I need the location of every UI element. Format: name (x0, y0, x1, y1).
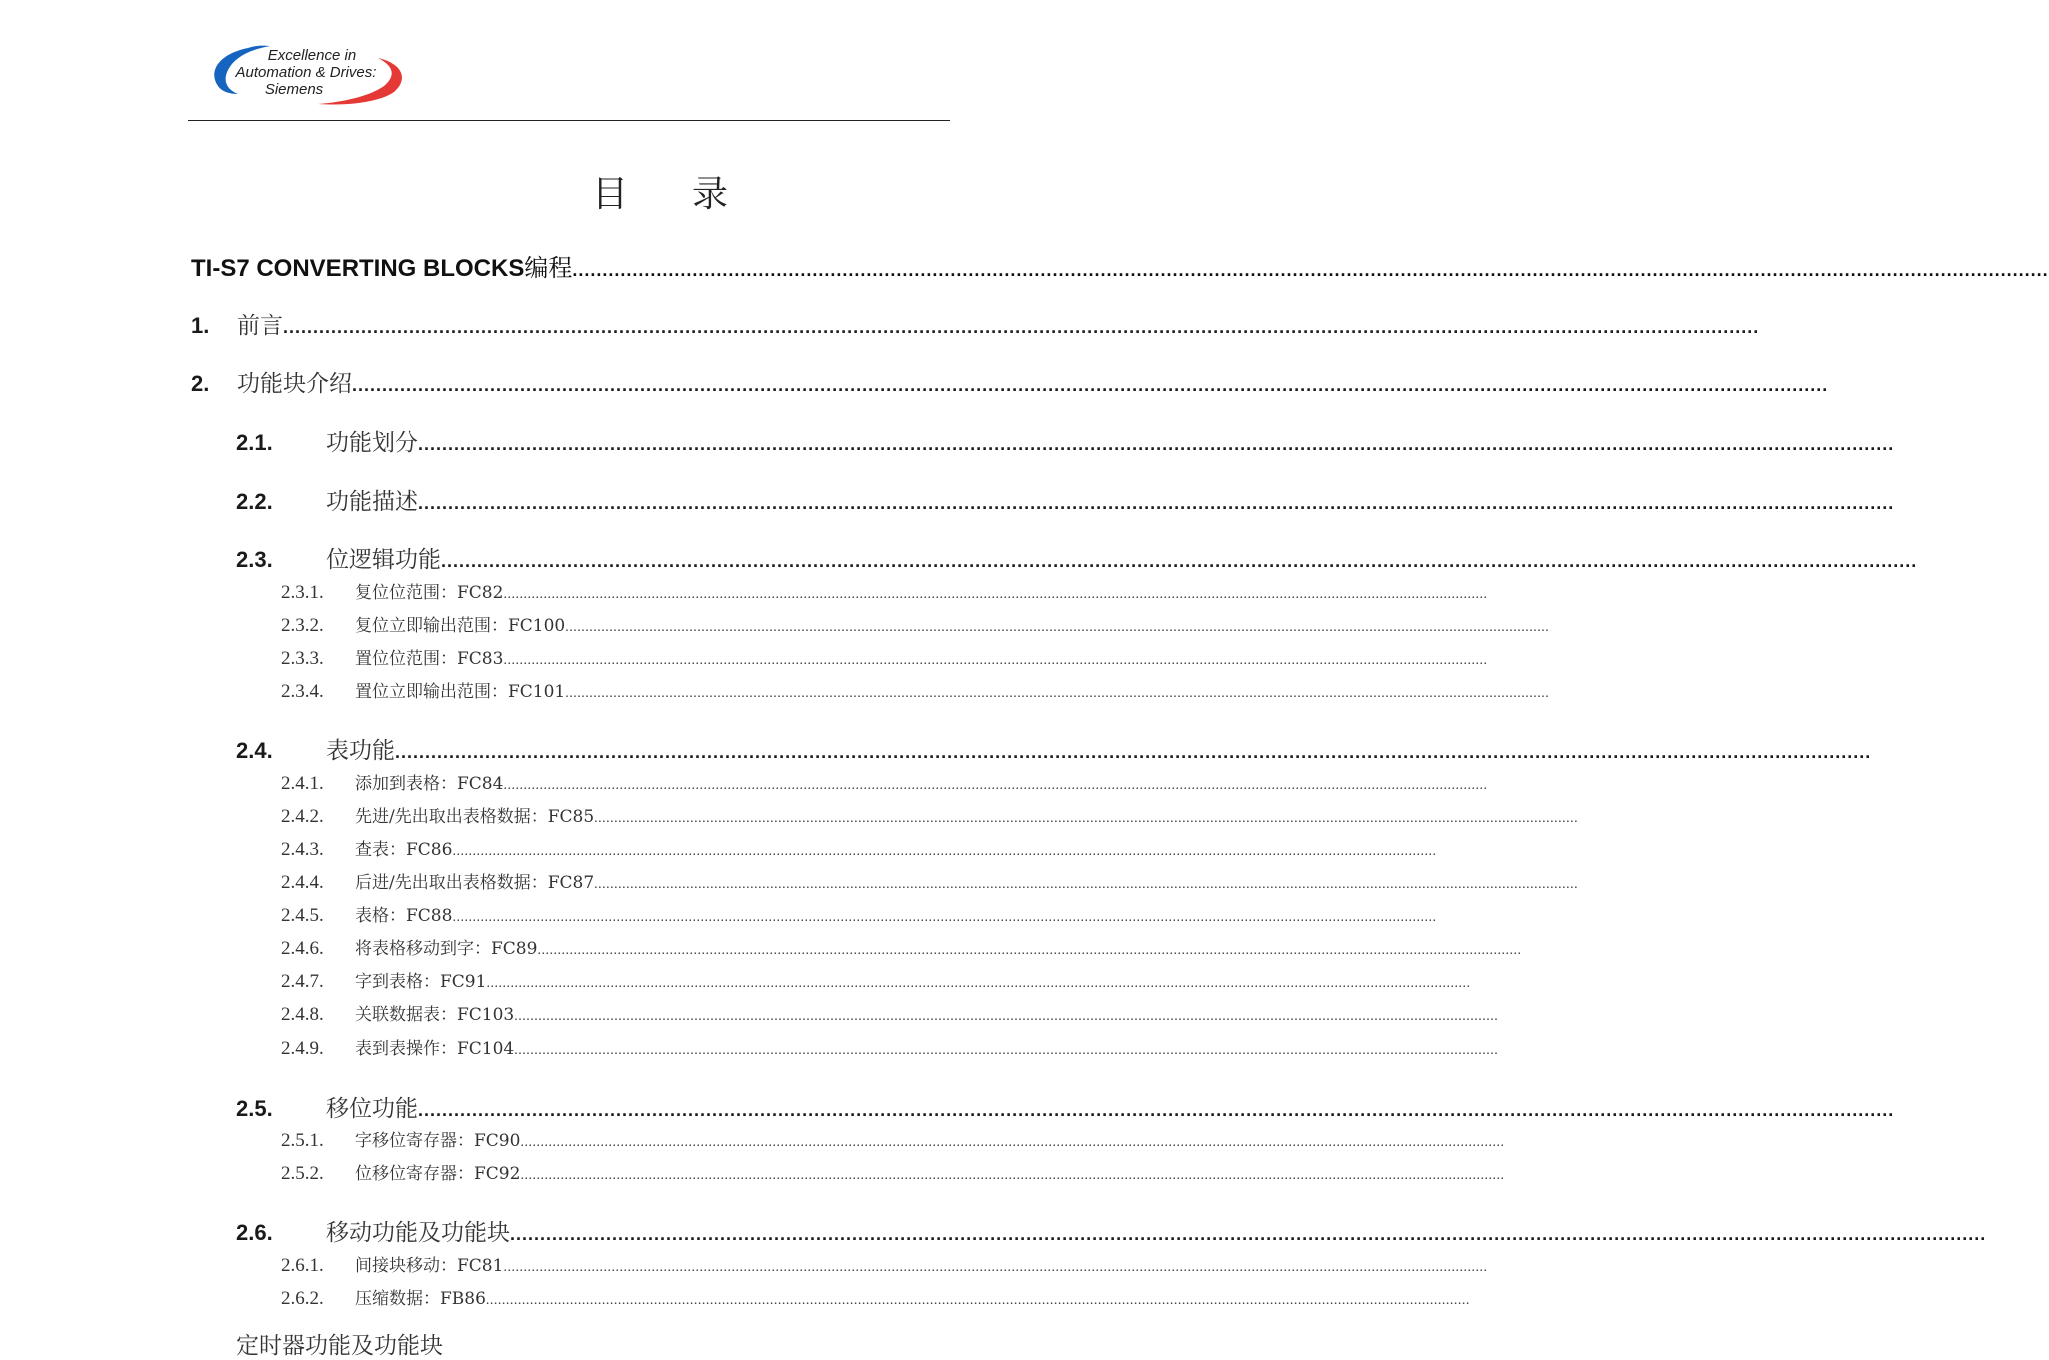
toc-entry[interactable] (281, 835, 1437, 861)
toc-entry-number: 2.5.2. (281, 1163, 324, 1184)
dot-leader: ...................................................................................................................................................................................................................................................... (510, 1224, 1987, 1244)
toc-entry-text-suffix: 编程 (524, 254, 573, 282)
toc-entry[interactable] (281, 802, 1579, 828)
dot-leader: ...................................................................................................................................................................................................................................................... (520, 1135, 1505, 1150)
toc-entry[interactable] (191, 307, 1760, 340)
dot-leader: ...................................................................................................................................................................................................................................................... (418, 493, 1895, 513)
toc-entry-text: 复位位范围：FC82 (355, 583, 504, 603)
toc-entry[interactable] (236, 1214, 1987, 1247)
dot-leader: ...................................................................................................................................................................................................................................................... (572, 260, 2049, 280)
dot-leader: ...................................................................................................................................................................................................................................................... (594, 877, 1579, 892)
toc-entry-text: 移动功能及功能块 (326, 1220, 510, 1246)
toc-entry-text: 功能块介绍 (237, 371, 352, 397)
toc-entry-text: 表功能 (326, 738, 395, 764)
toc-entry-number: 2.6. (236, 1220, 273, 1245)
toc-entry-text: 字移位寄存器：FC90 (355, 1131, 521, 1151)
toc-entry-text: 移位功能 (326, 1096, 418, 1122)
dot-leader: ...................................................................................................................................................................................................................................................... (503, 1260, 1488, 1275)
toc-entry-text: 复位立即输出范围：FC100 (355, 616, 566, 636)
toc-entry-number: 2.3.1. (281, 582, 324, 603)
dot-leader: ...................................................................................................................................................................................................................................................... (565, 620, 1550, 635)
logo-line3: Siemens (264, 81, 324, 98)
toc-entry[interactable] (281, 644, 1488, 670)
toc-entry-number: 2.4.8. (281, 1004, 324, 1025)
dot-leader: ...................................................................................................................................................................................................................................................... (452, 844, 1437, 859)
toc-entry-number: 2.4.3. (281, 839, 324, 860)
toc-entry-number: 2.6.2. (281, 1288, 324, 1309)
toc-entry[interactable] (236, 732, 1872, 765)
toc-entry-number: 2.4.1. (281, 773, 324, 794)
toc-entry-number: 2.5. (236, 1096, 273, 1121)
dot-leader: ...................................................................................................................................................................................................................................................... (441, 551, 1918, 571)
toc-entry-number: 2.5.1. (281, 1130, 324, 1151)
dot-leader: ...................................................................................................................................................................................................................................................... (503, 653, 1488, 668)
dot-leader: ...................................................................................................................................................................................................................................................... (514, 1043, 1499, 1058)
toc-entry[interactable] (281, 578, 1488, 604)
dot-leader: ...................................................................................................................................................................................................................................................... (418, 434, 1895, 454)
toc-entry[interactable] (191, 365, 1829, 398)
dot-leader: ...................................................................................................................................................................................................................................................... (485, 1293, 1470, 1308)
dot-leader: ...................................................................................................................................................................................................................................................... (514, 1009, 1499, 1024)
dot-leader: ...................................................................................................................................................................................................................................................... (352, 375, 1829, 395)
toc-entry-number: 2.4. (236, 738, 273, 763)
toc-entry-number: 2.4.9. (281, 1038, 324, 1059)
toc-entry-number: 2.3.2. (281, 615, 324, 636)
toc-entry[interactable] (281, 1000, 1499, 1026)
toc-entry-text: 前言 (237, 313, 283, 339)
toc-entry[interactable] (281, 1251, 1488, 1277)
toc-entry[interactable] (281, 677, 1550, 703)
dot-leader: ...................................................................................................................................................................................................................................................... (503, 587, 1488, 602)
toc-entry-text: 位移位寄存器：FC92 (355, 1164, 521, 1184)
dot-leader: ...................................................................................................................................................................................................................................................... (565, 686, 1550, 701)
toc-entry[interactable] (281, 967, 1471, 993)
toc-entry-number: 2.1. (236, 430, 273, 455)
toc-entry-text: 关联数据表：FC103 (355, 1005, 515, 1025)
toc-title: 目录 (592, 174, 793, 215)
logo-swoosh-icon (208, 36, 408, 108)
toc-entry-text: 表到表操作：FC104 (355, 1039, 515, 1059)
toc-entry-text: 表格：FC88 (355, 906, 453, 926)
toc-entry-number: 2.2. (236, 489, 273, 514)
toc-entry-text: 功能划分 (326, 430, 418, 456)
dot-leader: ...................................................................................................................................................................................................................................................... (486, 976, 1471, 991)
toc-entry-text: 间接块移动：FC81 (355, 1256, 504, 1276)
toc-entry[interactable] (191, 248, 2049, 283)
toc-entry-number: 2.4.7. (281, 971, 324, 992)
toc-entry-text: 压缩数据：FB86 (355, 1289, 486, 1309)
toc-entry-number: 2.3.4. (281, 681, 324, 702)
toc-entry-number: 2. (191, 371, 210, 396)
toc-entry-text: 字到表格：FC91 (355, 972, 487, 992)
header-divider (188, 120, 950, 121)
dot-leader: ...................................................................................................................................................................................................................................................... (503, 778, 1488, 793)
toc-entry-number: 2.3. (236, 547, 273, 572)
toc-entry[interactable] (236, 424, 1895, 457)
toc-entry[interactable] (281, 769, 1488, 795)
toc-entry-text: TI-S7 CONVERTING BLOCKS (191, 255, 525, 282)
dot-leader: ...................................................................................................................................................................................................................................................... (452, 910, 1437, 925)
toc-entry-number: 2.4.2. (281, 806, 324, 827)
dot-leader: ...................................................................................................................................................................................................................................................... (395, 742, 1872, 762)
dot-leader: ...................................................................................................................................................................................................................................................... (283, 317, 1760, 337)
toc-entry-text: 后进/先出取出表格数据：FC87 (355, 873, 595, 893)
toc-entry-number: 2.3.3. (281, 648, 324, 669)
toc-entry-text: 位逻辑功能 (326, 547, 441, 573)
logo-line1: Excellence in (267, 47, 357, 64)
toc-entry-text: 定时器功能及功能块 (236, 1333, 443, 1359)
toc-entry-text: 查表：FC86 (355, 840, 453, 860)
toc-entry-number: 2.4.5. (281, 905, 324, 926)
toc-entry[interactable] (281, 1034, 1499, 1060)
toc-entry[interactable] (281, 901, 1437, 927)
toc-entry-cutoff (236, 1333, 443, 1359)
toc-entry[interactable] (236, 1090, 1895, 1123)
toc-entry[interactable] (281, 1159, 1505, 1185)
siemens-logo (208, 36, 408, 108)
dot-leader: ...................................................................................................................................................................................................................................................... (594, 811, 1579, 826)
dot-leader: ...................................................................................................................................................................................................................................................... (537, 943, 1522, 958)
toc-entry[interactable] (281, 611, 1550, 637)
toc-entry[interactable] (236, 483, 1895, 516)
toc-entry-text: 将表格移动到字：FC89 (355, 939, 538, 959)
toc-entry-text: 置位立即输出范围：FC101 (355, 682, 566, 702)
dot-leader: ...................................................................................................................................................................................................................................................... (520, 1168, 1505, 1183)
toc-entry[interactable] (281, 1284, 1470, 1310)
toc-entry-number: 2.4.6. (281, 938, 324, 959)
toc-entry[interactable] (281, 1126, 1505, 1152)
toc-entry[interactable] (281, 934, 1522, 960)
toc-entry-text: 添加到表格：FC84 (355, 774, 504, 794)
toc-entry-text: 功能描述 (326, 489, 418, 515)
toc-entry[interactable] (281, 868, 1579, 894)
toc-entry-text: 置位位范围：FC83 (355, 649, 504, 669)
toc-entry-number: 2.6.1. (281, 1255, 324, 1276)
logo-line2: Automation & Drives: (235, 64, 377, 81)
toc-entry[interactable] (236, 541, 1918, 574)
toc-entry-number: 2.4.4. (281, 872, 324, 893)
dot-leader: ...................................................................................................................................................................................................................................................... (418, 1100, 1895, 1120)
toc-entry-text: 先进/先出取出表格数据：FC85 (355, 807, 595, 827)
toc-entry-number: 1. (191, 313, 210, 338)
